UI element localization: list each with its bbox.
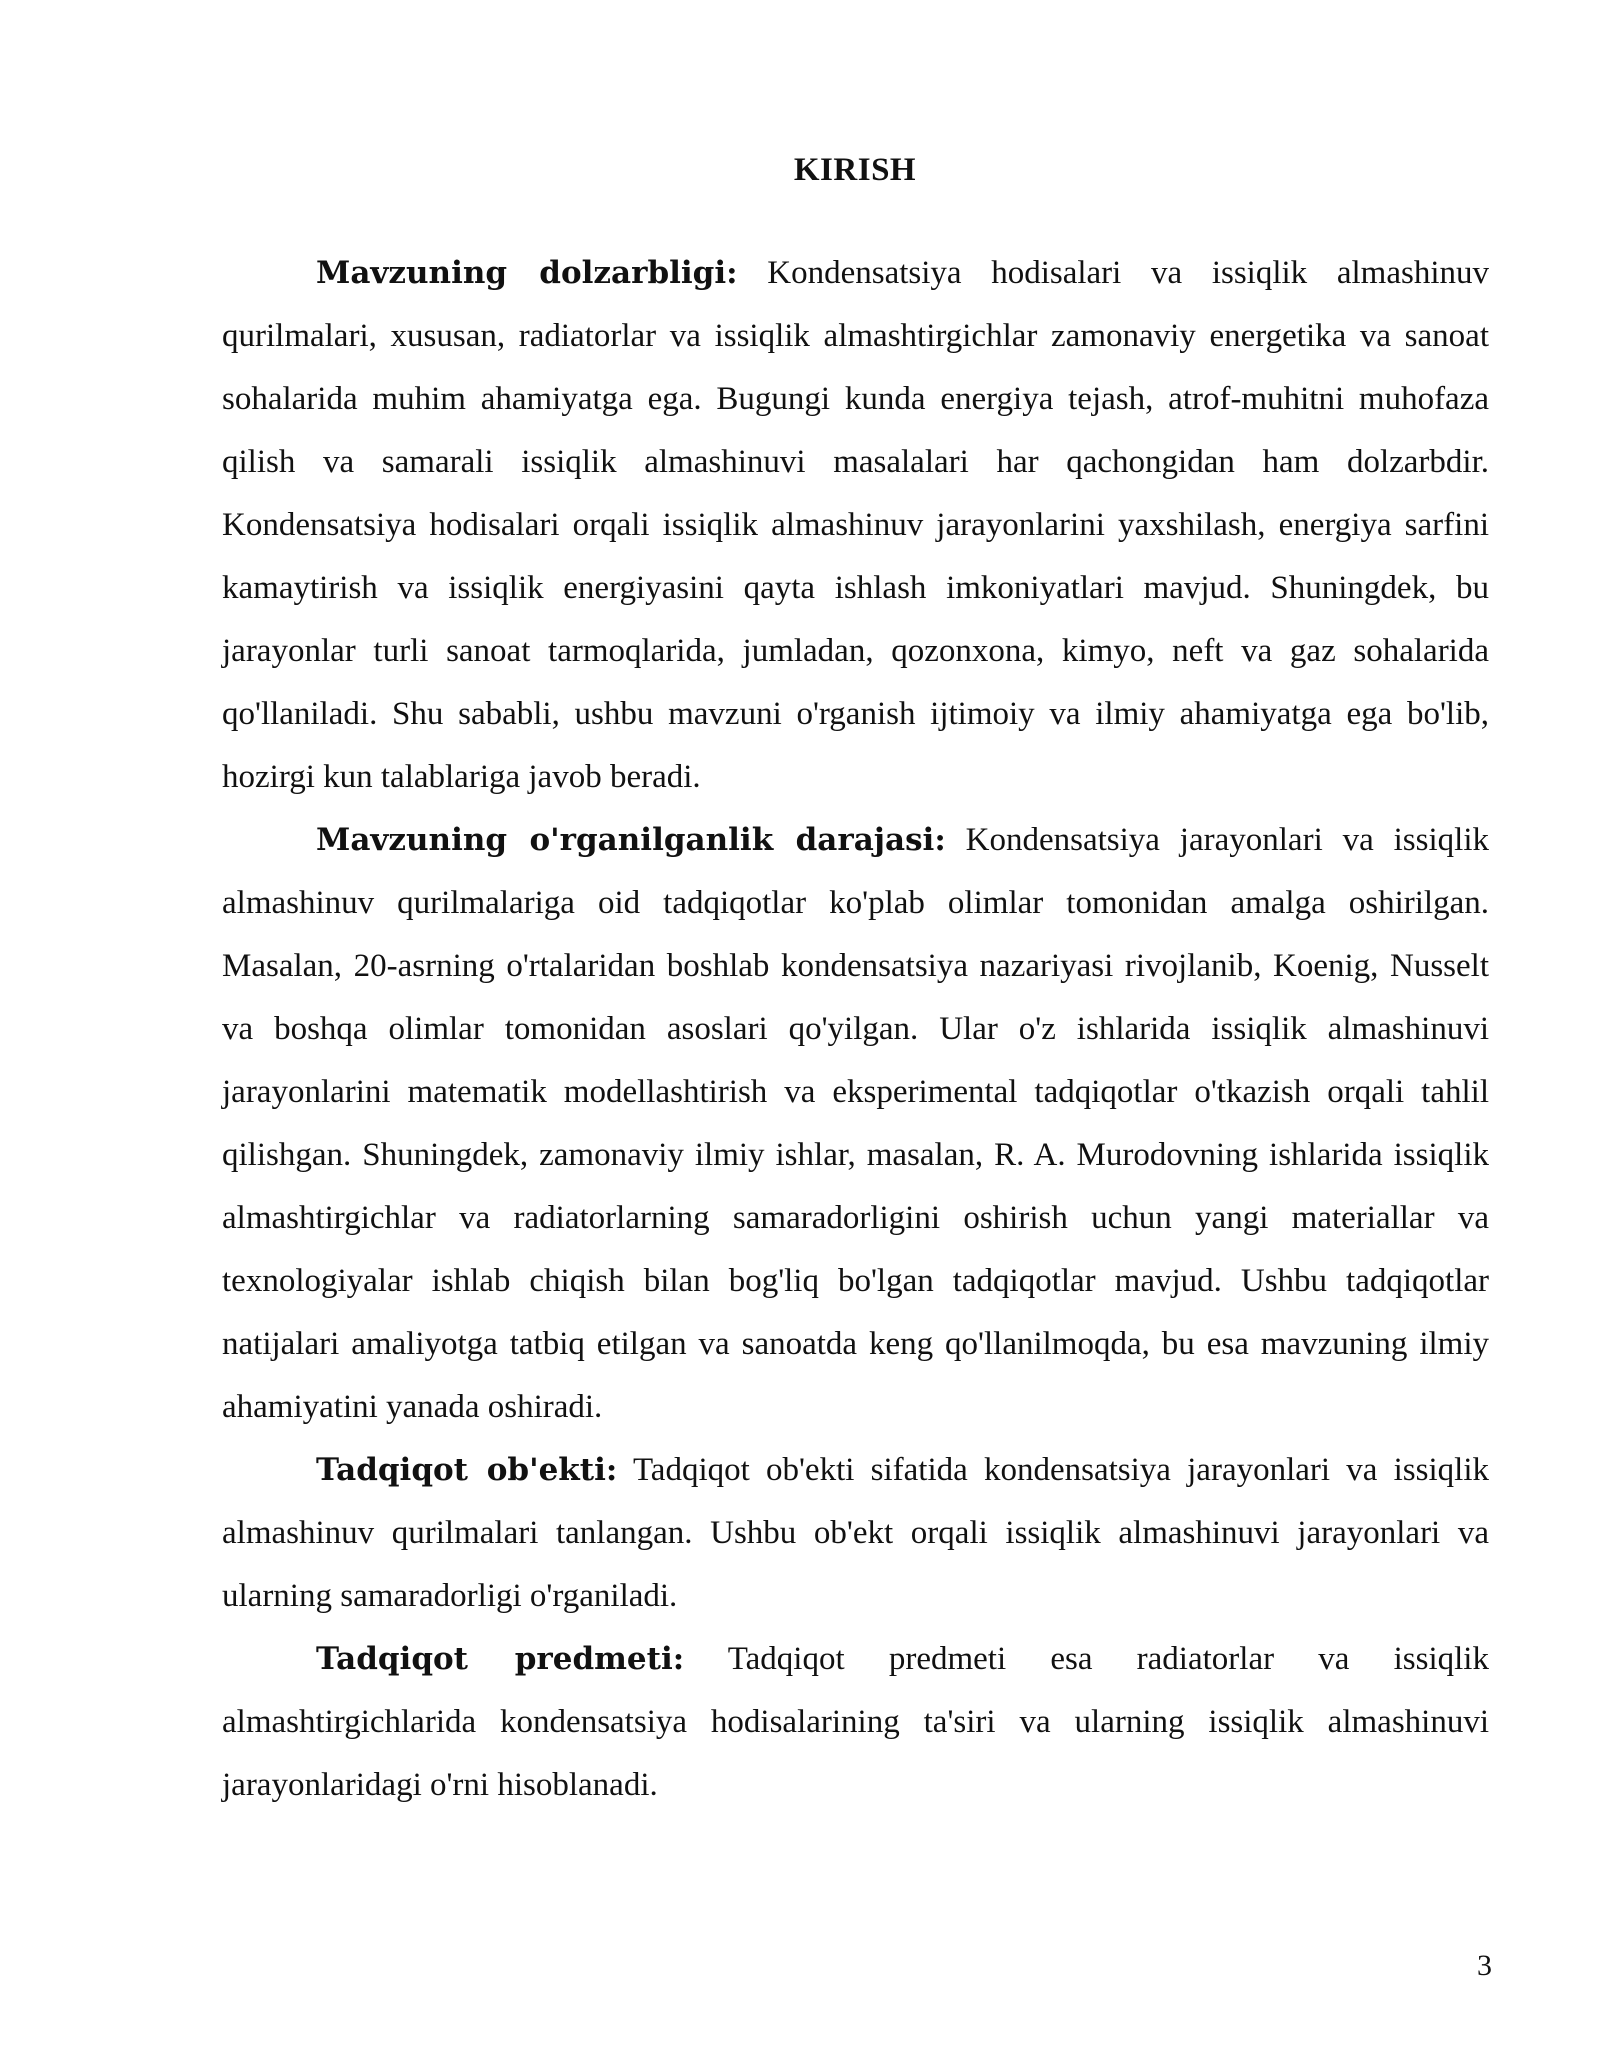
paragraph-text: Tadqiqot predmeti esa radiatorlar va issiqlik almashtirgichlarida kondensatsiya hodisalarining ta'siri va ularning issiqlik almashinuvi jarayonlaridagi o'rni hisoblanadi. xyxy=(222,1641,1489,1803)
paragraph-relevance xyxy=(222,242,1489,809)
paragraph-study-degree xyxy=(222,809,1489,1439)
paragraph-term: Mavzuning dolzarbligi: xyxy=(316,255,738,291)
paragraph-term: Tadqiqot ob'ekti: xyxy=(316,1452,618,1488)
page-title: KIRISH xyxy=(793,152,917,188)
paragraph-research-object xyxy=(222,1439,1489,1628)
paragraph-text: Kondensatsiya hodisalari va issiqlik almashinuv qurilmalari, xususan, radiatorlar va issiqlik almashtirgichlar zamonaviy energetika va sanoat sohalarida muhim ahamiyatga ega. Bugungi kunda energiya tejash, atrof-muhitni muhofaza qilish va samarali issiqlik almashinuvi masalalari har qachongidan ham dolzarbdir. Kondensatsiya hodisalari orqali issiqlik almashinuv jarayonlarini yaxshilash, energiya sarfini kamaytirish va issiqlik energiyasini qayta ishlash imkoniyatlari mavjud. Shuningdek, bu jarayonlar turli sanoat tarmoqlarida, jumladan, qozonxona, kimyo, neft va gaz sohalarida qo'llaniladi. Shu sababli, ushbu mavzuni o'rganish ijtimoiy va ilmiy ahamiyatga ega bo'lib, hozirgi kun talablariga javob beradi. xyxy=(222,255,1489,795)
paragraph-text: Kondensatsiya jarayonlari va issiqlik almashinuv qurilmalariga oid tadqiqotlar ko'plab olimlar tomonidan amalga oshirilgan. Masalan, 20-asrning o'rtalaridan boshlab kondensatsiya nazariyasi rivojlanib, Koenig, Nusselt va boshqa olimlar tomonidan asoslari qo'yilgan. Ular o'z ishlarida issiqlik almashinuvi jarayonlarini matematik modellashtirish va eksperimental tadqiqotlar o'tkazish orqali tahlil qilishgan. Shuningdek, zamonaviy ilmiy ishlar, masalan, R. A. Murodovning ishlarida issiqlik almashtirgichlar va radiatorlarning samaradorligini oshirish uchun yangi materiallar va texnologiyalar ishlab chiqish bilan bog'liq bo'lgan tadqiqotlar mavjud. Ushbu tadqiqotlar natijalari amaliyotga tatbiq etilgan va sanoatda keng qo'llanilmoqda, bu esa mavzuning ilmiy ahamiyatini yanada oshiradi. xyxy=(222,822,1489,1425)
paragraph-research-subject xyxy=(222,1628,1489,1817)
paragraph-term: Mavzuning o'rganilganlik darajasi: xyxy=(316,822,946,858)
document-body xyxy=(222,242,1489,1817)
page-number: 3 xyxy=(1477,1949,1492,1982)
paragraph-text: Tadqiqot ob'ekti sifatida kondensatsiya jarayonlari va issiqlik almashinuv qurilmalari tanlangan. Ushbu ob'ekt orqali issiqlik almashinuvi jarayonlari va ularning samaradorligi o'rganiladi. xyxy=(222,1452,1489,1614)
paragraph-term: Tadqiqot predmeti: xyxy=(316,1641,685,1677)
